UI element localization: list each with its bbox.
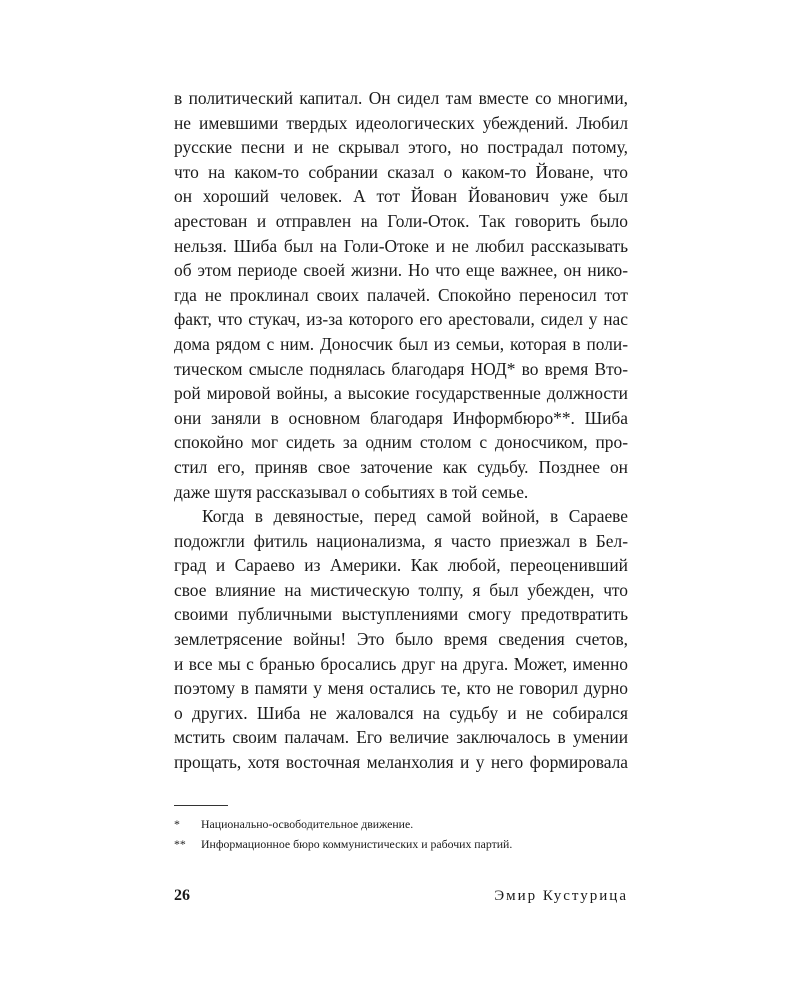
text-line: подожгли фитиль национализма, я часто приезжал в Бел-: [174, 530, 628, 551]
footnotes: [174, 814, 628, 854]
text-line: дома рядом с ним. Доносчик был из семьи, которая в поли-: [174, 333, 628, 354]
footnote-separator: [174, 805, 228, 806]
text-line: стил его, приняв свое заточение как судьбу. Позднее он: [174, 456, 628, 477]
text-line: своими публичными выступлениями смогу предотвратить: [174, 604, 628, 625]
text-line: арестован и отправлен на Голи-Оток. Так говорить было: [174, 210, 628, 231]
text-line: тическом смысле поднялась благодаря НОД* во время Вто-: [174, 358, 628, 379]
footnote: [174, 814, 628, 834]
footnote-mark: **: [174, 837, 186, 851]
page-number: 26: [174, 887, 190, 904]
text-line: свое влияние на мистическую толпу, я был убежден, что: [174, 579, 628, 600]
text-line: об этом периоде своей жизни. Но что еще важнее, он нико-: [174, 260, 628, 281]
text-line: мстить своим палачам. Его величие заключалось в умении: [174, 727, 628, 748]
text-line: рой мировой войны, а высокие государственные должности: [174, 383, 628, 404]
text-line: русские песни и не скрывал этого, но пострадал потому,: [174, 137, 628, 158]
text-line: о других. Шиба не жаловался на судьбу и не собирался: [174, 702, 628, 723]
text-line: град и Сараево из Америки. Как любой, переоценивший: [174, 555, 628, 576]
text-line: в политический капитал. Он сидел там вместе со многими,: [174, 88, 628, 108]
running-head-author: Эмир Кустурица: [494, 888, 628, 904]
text-line: поэтому в памяти у меня остались те, кто не говорил дурно: [174, 678, 628, 699]
text-line: спокойно мог сидеть за одним столом с доносчиком, про-: [174, 432, 628, 453]
text-line: и все мы с бранью бросались друг на друга. Может, именно: [174, 653, 628, 674]
text-line: прощать, хотя восточная меланхолия и у него формировала: [174, 752, 628, 773]
text-line: не имевшими твердых идеологических убеждений. Любил: [174, 112, 628, 133]
text-line: землетрясение войны! Это было время сведения счетов,: [174, 629, 628, 650]
footnote-mark: *: [174, 817, 180, 831]
footnote-text: Национально-освободительное движение.: [201, 817, 414, 831]
paragraph-end-line: даже шутя рассказывал о событиях в той семье.: [174, 481, 529, 502]
body-text: [174, 86, 628, 775]
text-line: что на каком-то собрании сказал о каком-то Йоване, что: [174, 161, 628, 182]
text-line: он хороший человек. А тот Йован Йованович уже был: [174, 186, 628, 207]
text-line: они заняли в основном благодаря Информбюро**. Шиба: [174, 407, 628, 428]
text-line: гда не проклинал своих палачей. Спокойно переносил тот: [174, 284, 628, 305]
paragraph-start-line: Когда в девяностые, перед самой войной, в Сараеве: [202, 506, 628, 527]
text-line: факт, что стукач, из-за которого его арестовали, сидел у нас: [174, 309, 628, 330]
footnote-text: Информационное бюро коммунистических и рабочих партий.: [201, 837, 513, 851]
footnote: [174, 834, 628, 854]
text-line: нельзя. Шиба был на Голи-Отоке и не любил рассказывать: [174, 235, 628, 256]
